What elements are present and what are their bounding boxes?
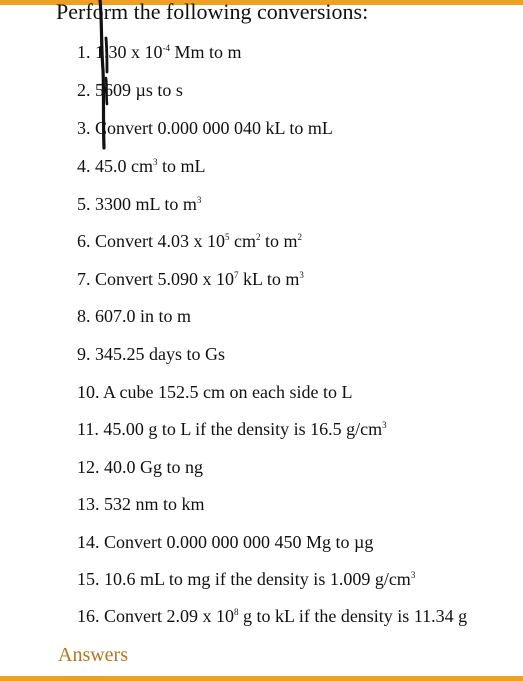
q1-text-end: Mm to m [170,42,242,62]
q11-exponent: 3 [382,420,387,430]
question-12 [77,457,203,478]
q15-exponent: 3 [410,570,416,580]
question-16 [77,606,467,627]
q7-unit: kL to m [238,269,300,289]
question-9 [77,344,225,365]
q4-exponent: 3 [153,157,158,167]
q1-number: 1. [77,42,91,62]
question-15 [77,569,415,590]
q5-text: 5. 3300 mL to m [77,194,197,214]
q6-exponent: 5 [225,232,230,242]
q10-text: 10. A cube 152.5 cm on each side to L [77,382,353,402]
q8-text: 8. 607.0 in to m [77,306,192,326]
q4-text: 4. 45.0 cm [77,156,153,176]
question-4 [77,156,206,177]
q6-unit-to: to m [260,231,298,251]
q2-text: 5609 µs to s [95,80,183,100]
q7-unit-exponent: 3 [299,270,304,280]
q16-exponent: 8 [234,607,239,617]
q7-exponent: 7 [234,270,239,280]
question-6 [77,231,302,252]
q15-text: 15. 10.6 mL to mg if the density is 1.009 g/cm [77,569,411,589]
question-10 [77,382,352,403]
bottom-accent-bar [0,676,523,681]
q1-text: 1.30 x 10 [95,42,163,62]
page-heading: Perform the following conversions: [56,0,369,24]
question-13 [77,494,205,515]
q6-unit-from-exponent: 2 [256,232,261,242]
q7-text: 7. Convert 5.090 x 10 [77,269,234,289]
q6-unit-to-exponent: 2 [297,232,303,242]
q16-text-end: g to kL if the density is 11.34 g [238,606,468,626]
q14-text: 14. Convert 0.000 000 000 450 Mg to µg [77,532,374,552]
question-5 [77,194,201,215]
question-2 [77,80,183,101]
question-7 [77,269,304,290]
answers-link[interactable]: Answers [58,644,128,666]
q4-text-end: to mL [157,156,206,176]
question-14 [77,532,373,553]
question-11 [77,419,387,440]
handwritten-pen-mark [95,0,111,150]
q6-unit-from: cm [229,231,256,251]
q1-exponent: -4 [162,43,170,53]
q2-number: 2. [77,80,91,100]
q12-text: 12. 40.0 Gg to ng [77,457,203,477]
q16-text: 16. Convert 2.09 x 10 [77,606,234,626]
question-8 [77,306,191,327]
q11-text: 11. 45.00 g to L if the density is 16.5 g/cm [77,419,383,439]
q13-text: 13. 532 nm to km [77,494,205,514]
question-3 [77,118,333,139]
q6-text: 6. Convert 4.03 x 10 [77,231,225,251]
q5-exponent: 3 [196,195,202,205]
q9-text: 9. 345.25 days to Gs [77,344,225,364]
q3-text: 3. Convert 0.000 000 040 kL to mL [77,118,333,138]
